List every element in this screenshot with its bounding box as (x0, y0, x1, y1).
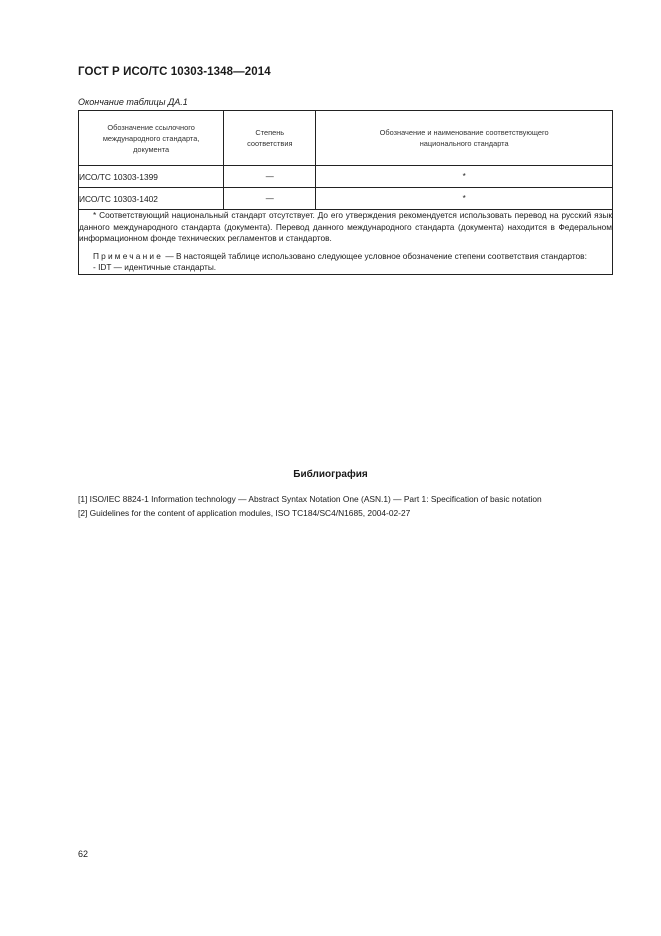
cell-national: * (316, 188, 613, 210)
table-header-row (79, 111, 613, 166)
cell-reference-code: ИСО/ТС 10303-1402 (79, 188, 224, 210)
bibliography-list (78, 494, 614, 523)
column-header-reference (79, 111, 224, 166)
column-header-degree-text: Степень соответствия (247, 128, 293, 148)
cell-degree: — (224, 166, 316, 188)
cell-degree: — (224, 188, 316, 210)
bibliography-entry (78, 508, 614, 519)
column-header-reference-text: Обозначение ссылочного международного стандарта, документа (102, 122, 200, 154)
cell-reference-code: ИСО/ТС 10303-1399 (79, 166, 224, 188)
note-text: — В настоящей таблице использовано следующее условное обозначение степени соответствия стандартов: (165, 250, 587, 261)
entry-text: Guidelines for the content of application modules, ISO TC184/SC4/N1685, 2004-02-27 (89, 508, 411, 519)
bibliography-entry (78, 494, 614, 505)
table-footnote-row (79, 210, 613, 275)
entry-mark: [2] (78, 508, 88, 519)
correspondence-table (78, 110, 613, 275)
bibliography-title: Библиография (293, 469, 368, 480)
entry-mark: [1] (78, 494, 88, 504)
table-row (79, 188, 613, 210)
column-header-national-text: Обозначение и наименование соответствующего национального стандарта (379, 128, 549, 148)
page-number: 62 (78, 849, 89, 859)
note-paragraph (79, 251, 612, 263)
table-footnote-cell (79, 210, 613, 275)
table-caption: Окончание таблицы ДА.1 (78, 97, 188, 107)
note-label: Примечание (93, 250, 164, 261)
entry-text: ISO/IEC 8824-1 Information technology — Abstract Syntax Notation One (ASN.1) — Part 1: Specification of basic notation (89, 494, 542, 504)
cell-national: * (316, 166, 613, 188)
note-item: - IDT — идентичные стандарты. (93, 262, 217, 273)
table-row (79, 166, 613, 188)
column-header-national (316, 111, 613, 166)
footnote-text: * Соответствующий национальный стандарт отсутствует. До его утверждения рекомендуется использовать перевод на русский язык данного международного стандарта (документа). Перевод данного международного стандарта (документа) находится в Федеральном информационном фонде технических регламентов и стандартов. (79, 210, 612, 244)
column-header-degree (224, 111, 316, 166)
document-header: ГОСТ Р ИСО/ТС 10303-1348—2014 (78, 66, 271, 78)
